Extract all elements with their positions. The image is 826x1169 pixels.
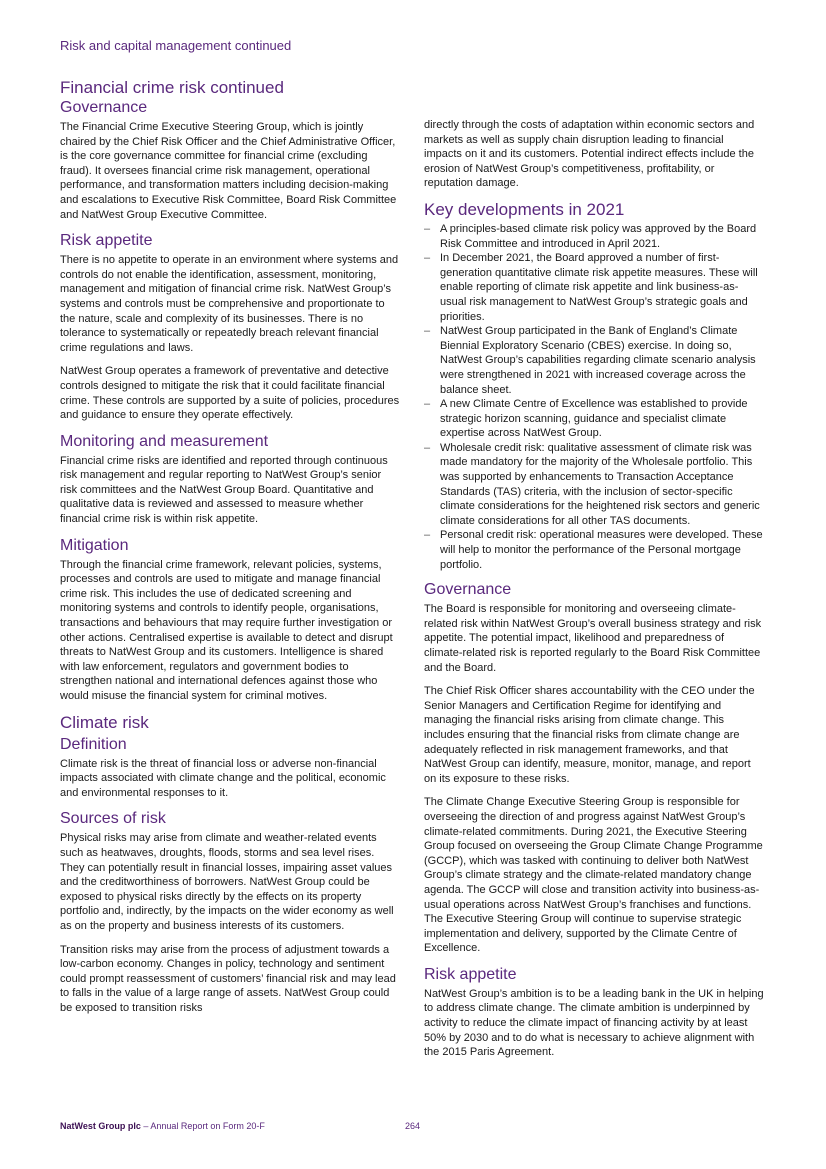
dash-bullet-icon: – (424, 222, 431, 235)
monitoring-heading: Monitoring and measurement (60, 432, 269, 450)
definition-paragraph: Climate risk is the threat of financial loss or adverse non-financial impacts associated with climate change and the political, economic and environmental responses to it. (60, 757, 386, 799)
dash-bullet-icon: – (424, 252, 431, 265)
monitoring-paragraph: Financial crime risks are identified and reported through continuous risk management and regular reporting to NatWest Group’s senior risk committees and the NatWest Group Board. Quantitative and qualitative data is reviewed and assessed to measure whether financial crime risk is within risk appetite. (60, 454, 388, 526)
footer (60, 1121, 265, 1131)
governance-heading: Governance (60, 99, 148, 116)
footer-report: – Annual Report on Form 20-F (140, 1121, 265, 1131)
mitigation-paragraph: Through the financial crime framework, relevant policies, systems, processes and controls are used to mitigate and manage financial crime risk. This includes the use of dedicated screening and monitoring systems and controls to identify people, organisations, transactions and behaviours that may require further investigation or other actions. Centralised expertise is available to detect and disrupt threats to NatWest Group and its customers. Intelligence is shared with law enforcement, regulators and government bodies to strengthen national and international defences against those who would misuse the financial system for criminal motives. (60, 558, 393, 702)
section-title: Financial crime risk continued (60, 78, 284, 97)
sources-paragraph-1: Physical risks may arise from climate and weather-related events such as heatwaves, droughts, floods, storms and sea level rises. They can potentially result in financial losses, impairing asset values and the creditworthiness of borrowers. NatWest Group could be exposed to physical risks directly by the effects on its property portfolio and, indirectly, by the impacts on the wider economy as well as on the property and business interests of its customers. (60, 832, 394, 932)
risk-appetite-heading: Risk appetite (60, 232, 153, 250)
sources-heading: Sources of risk (60, 810, 166, 828)
list-item: – A principles-based climate risk policy was approved by the Board Risk Committee and introduced in April 2021. (424, 222, 757, 250)
risk-appetite-paragraph-1: There is no appetite to operate in an environment where systems and controls do not enable the identification, assessment, monitoring, management and mitigation of financial crime risk. NatWest Group’s systems and controls must be comprehensive and proportionate to the nature, scale and complexity of its businesses. There is no tolerance to systematically or repeatedly breach relevant financial crime regulations and laws. (60, 254, 399, 354)
dash-bullet-icon: – (424, 325, 431, 338)
running-header: Risk and capital management continued (60, 38, 292, 53)
list-item: – In December 2021, the Board approved a number of first-generation quantitative climate risk appetite measures. These will enable reporting of climate risk appetite and link business-as-usual risk management to NatWest Group’s strategic goals and priorities. (424, 252, 758, 323)
sources-paragraph-2: Transition risks may arise from the process of adjustment towards a low-carbon economy. Changes in policy, technology and sentiment could prompt reassessment of customers’ financial risk and may lead to falls in the value of a large range of assets. NatWest Group could be exposed to transition risks (60, 943, 396, 1014)
mitigation-heading: Mitigation (60, 536, 129, 554)
climate-governance-heading: Governance (424, 581, 512, 599)
climate-governance-paragraph-2: The Chief Risk Officer shares accountability with the CEO under the Senior Managers and Certification Regime for identifying and managing the financial risks arising from climate change. This includes ensuring that the financial risks from climate change are adequately reflected in risk management frameworks, and that NatWest Group can identify, measure, monitor, manage, and report on its exposure to these risks. (424, 685, 755, 785)
key-developments-list (424, 222, 764, 572)
governance-paragraph: The Financial Crime Executive Steering Group, which is jointly chaired by the Chief Risk Officer and the Chief Administrative Officer, is the core governance committee for financial crime (excluding fraud). It oversees financial crime risk management, operational performance, and transformation matters including decision-making and escalations to Executive Risk Committee, Board Risk Committee and NatWest Group Executive Committee. (60, 121, 397, 221)
list-item: – NatWest Group participated in the Bank of England’s Climate Biennial Exploratory Scenario (CBES) exercise. In doing so, NatWest Group’s capabilities regarding climate scenario analysis were strengthened in 2021 with increased coverage across the balance sheet. (424, 325, 756, 396)
continued-paragraph: directly through the costs of adaptation within economic sectors and markets as well as supply chain disruption leading to financial impacts on it and its customers. Potential indirect effects include the erosion of NatWest Group’s competitiveness, profitability, or reputation damage. (424, 119, 755, 190)
list-item: – A new Climate Centre of Excellence was established to provide strategic horizon scanning, guidance and specialist climate expertise across NatWest Group. (424, 398, 748, 440)
left-column (60, 78, 400, 1025)
risk-appetite-paragraph-2: NatWest Group operates a framework of preventative and detective controls designed to mitigate the risk that it could facilitate financial crime. These controls are supported by a suite of policies, procedures and guidance to ensure they operate effectively. (60, 365, 400, 422)
climate-risk-appetite-heading: Risk appetite (424, 965, 517, 983)
climate-governance-paragraph-1: The Board is responsible for monitoring and overseeing climate-related risk within NatWest Group’s overall business strategy and risk appetite. The potential impact, likelihood and preparedness of climate-related risk is reported regularly to the Board Risk Committee and the Board. (424, 603, 762, 674)
climate-governance-paragraph-3: The Climate Change Executive Steering Group is responsible for overseeing the direction of and progress against NatWest Group’s climate-related commitments. During 2021, the Executive Steering Group focused on overseeing the Group Climate Change Programme (GCCP), which was tasked with continuing to deliver both NatWest Group’s climate strategy and the climate-related mandatory change agenda. The GCCP will close and transition activity into business-as-usual operations across NatWest Group’s franchises and functions. The Executive Steering Group will continue to supervise strategic implementation and delivery, supported by the Climate Centre of Excellence. (424, 796, 763, 955)
page-number: 264 (405, 1121, 421, 1131)
definition-heading: Definition (60, 735, 127, 753)
right-column (424, 118, 764, 1069)
climate-risk-appetite-paragraph: NatWest Group’s ambition is to be a leading bank in the UK in helping to address climate change. The climate ambition is underpinned by activity to reduce the climate impact of financing activity by at least 50% by 2030 and to do what is necessary to achieve alignment with the 2015 Paris Agreement. (424, 987, 764, 1059)
key-developments-heading: Key developments in 2021 (424, 199, 625, 219)
climate-risk-heading: Climate risk (60, 712, 149, 732)
list-item: – Wholesale credit risk: qualitative assessment of climate risk was made mandatory for the majority of the Wholesale portfolio. This was supported by enhancements to Transaction Acceptance Standards (TAS) criteria, with the inclusion of sector-specific climate considerations for the heightened risk sectors and generic climate considerations for all other TAS documents. (424, 441, 760, 527)
dash-bullet-icon: – (424, 441, 431, 454)
footer-company: NatWest Group plc (60, 1121, 141, 1131)
dash-bullet-icon: – (424, 398, 431, 411)
dash-bullet-icon: – (424, 529, 431, 542)
list-item: – Personal credit risk: operational measures were developed. These will help to monitor the performance of the Personal mortgage portfolio. (424, 529, 763, 571)
